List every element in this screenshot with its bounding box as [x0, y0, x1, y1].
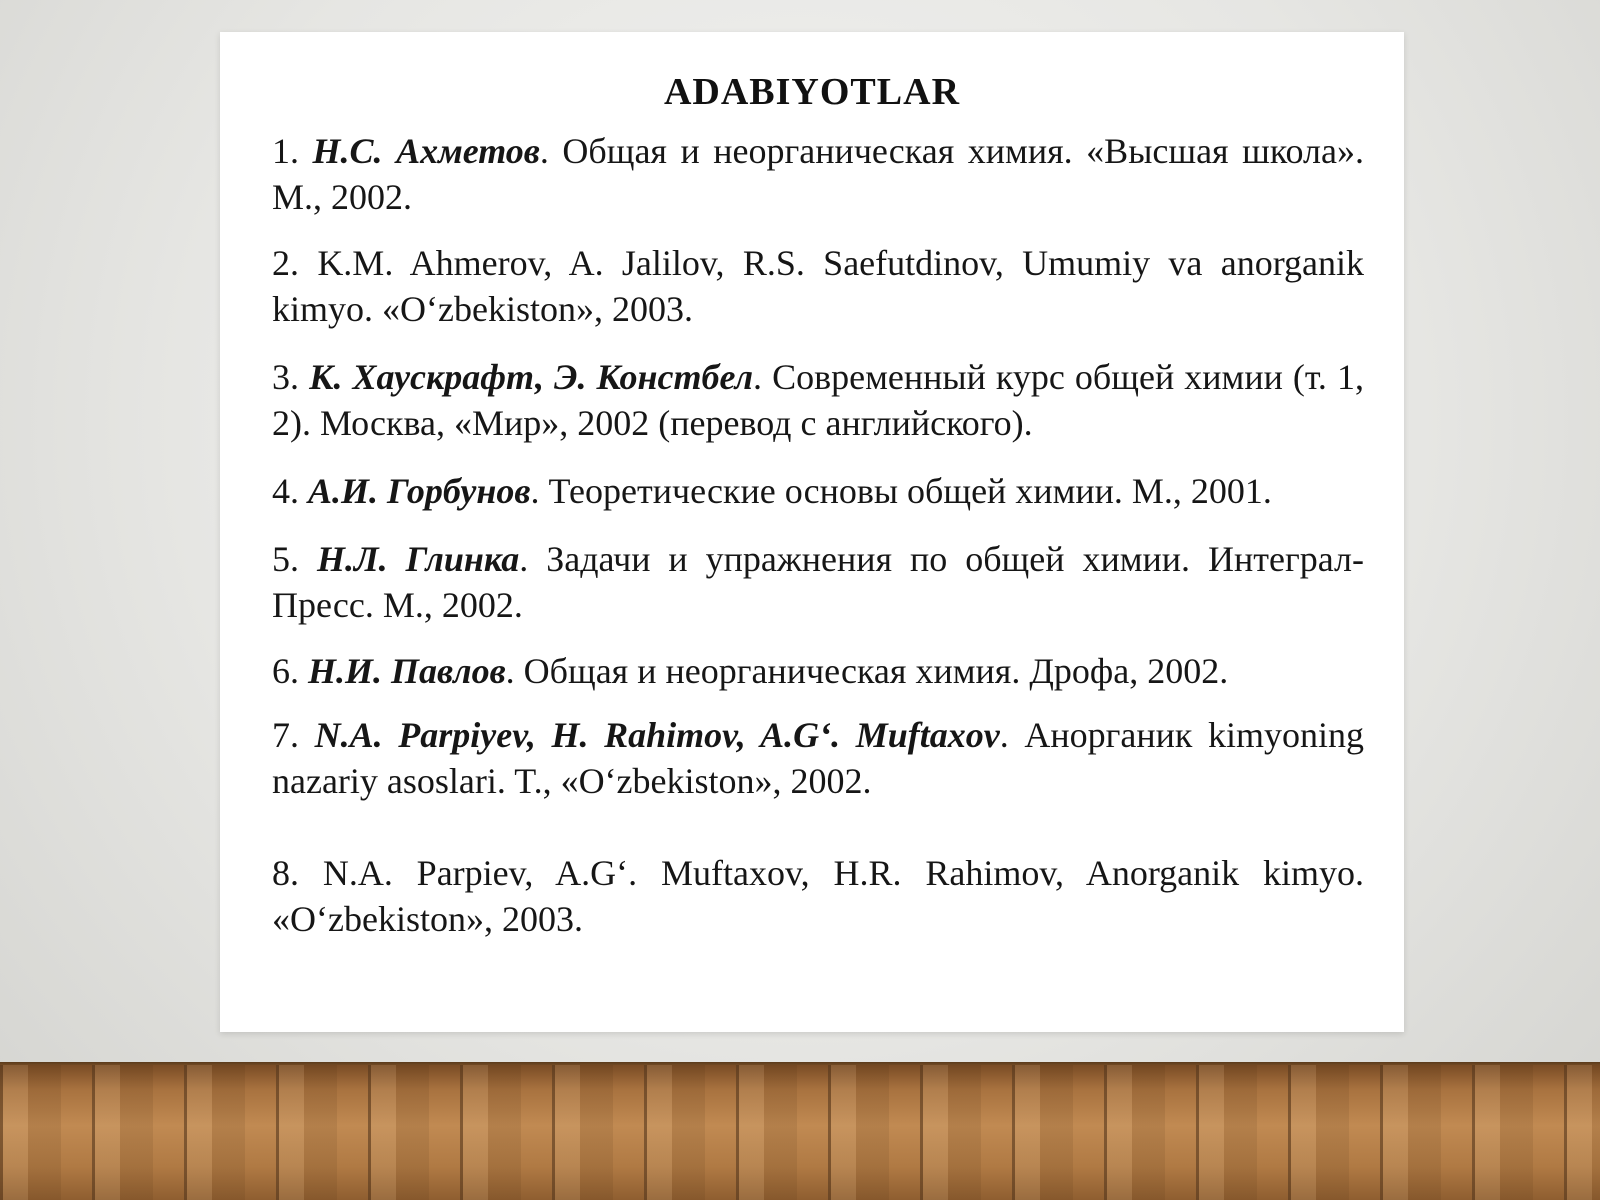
reference-number: 1.: [272, 131, 299, 171]
reference-text: N.A. Parpiev, A.G‘. Muftaxov, H.R. Rahimov, Anorganik kimyo. «O‘zbekiston», 2003.: [272, 853, 1365, 939]
reference-author: К. Хаускрафт, Э. Констбел: [309, 357, 754, 397]
reference-number: 4.: [272, 471, 299, 511]
reference-item: [272, 712, 1364, 804]
reference-item: [272, 536, 1364, 628]
reference-text: . Общая и неорганическая химия. «Высшая школа». М., 2002.: [272, 131, 1364, 217]
reference-number: 8.: [272, 853, 299, 893]
reference-item: [272, 240, 1364, 332]
wooden-floor: [0, 1065, 1600, 1200]
reference-number: 5.: [272, 539, 299, 579]
reference-text: . Общая и неорганическая химия. Дрофа, 2002.: [505, 651, 1229, 691]
document-page: [220, 32, 1404, 1032]
reference-number: 2.: [272, 243, 299, 283]
page-title: ADABIYOTLAR: [663, 71, 961, 113]
reference-number: 6.: [272, 651, 299, 691]
reference-text: . Задачи и упражнения по общей химии. Интеграл-Пресс. М., 2002.: [272, 539, 1364, 625]
reference-item: [272, 128, 1364, 220]
reference-item: [272, 850, 1364, 942]
reference-item: [272, 354, 1364, 446]
reference-item: [272, 468, 1364, 514]
reference-list: [272, 128, 1364, 942]
reference-text: . Анорганик kimyoning nazariy asoslari. T., «O‘zbekiston», 2002.: [272, 715, 1364, 801]
reference-author: Н.С. Ахметов: [312, 131, 540, 171]
reference-text: . Теоретические основы общей химии. М., 2001.: [530, 471, 1272, 511]
reference-author: А.И. Горбунов: [308, 471, 531, 511]
reference-number: 3.: [272, 357, 299, 397]
reference-item: [272, 648, 1364, 694]
reference-number: 7.: [272, 715, 299, 755]
reference-author: Н.Л. Глинка: [316, 539, 520, 579]
reference-author: Н.И. Павлов: [308, 651, 506, 691]
reference-author: N.A. Parpiyev, H. Rahimov, A.G‘. Muftaxov: [314, 715, 1000, 755]
reference-text: . Современный курс общей химии (т. 1, 2). Москва, «Мир», 2002 (перевод с английского).: [272, 357, 1364, 443]
reference-text: K.M. Ahmerov, A. Jalilov, R.S. Saefutdinov, Umumiy va anorganik kimyo. «O‘zbekiston», 2003.: [272, 243, 1365, 329]
